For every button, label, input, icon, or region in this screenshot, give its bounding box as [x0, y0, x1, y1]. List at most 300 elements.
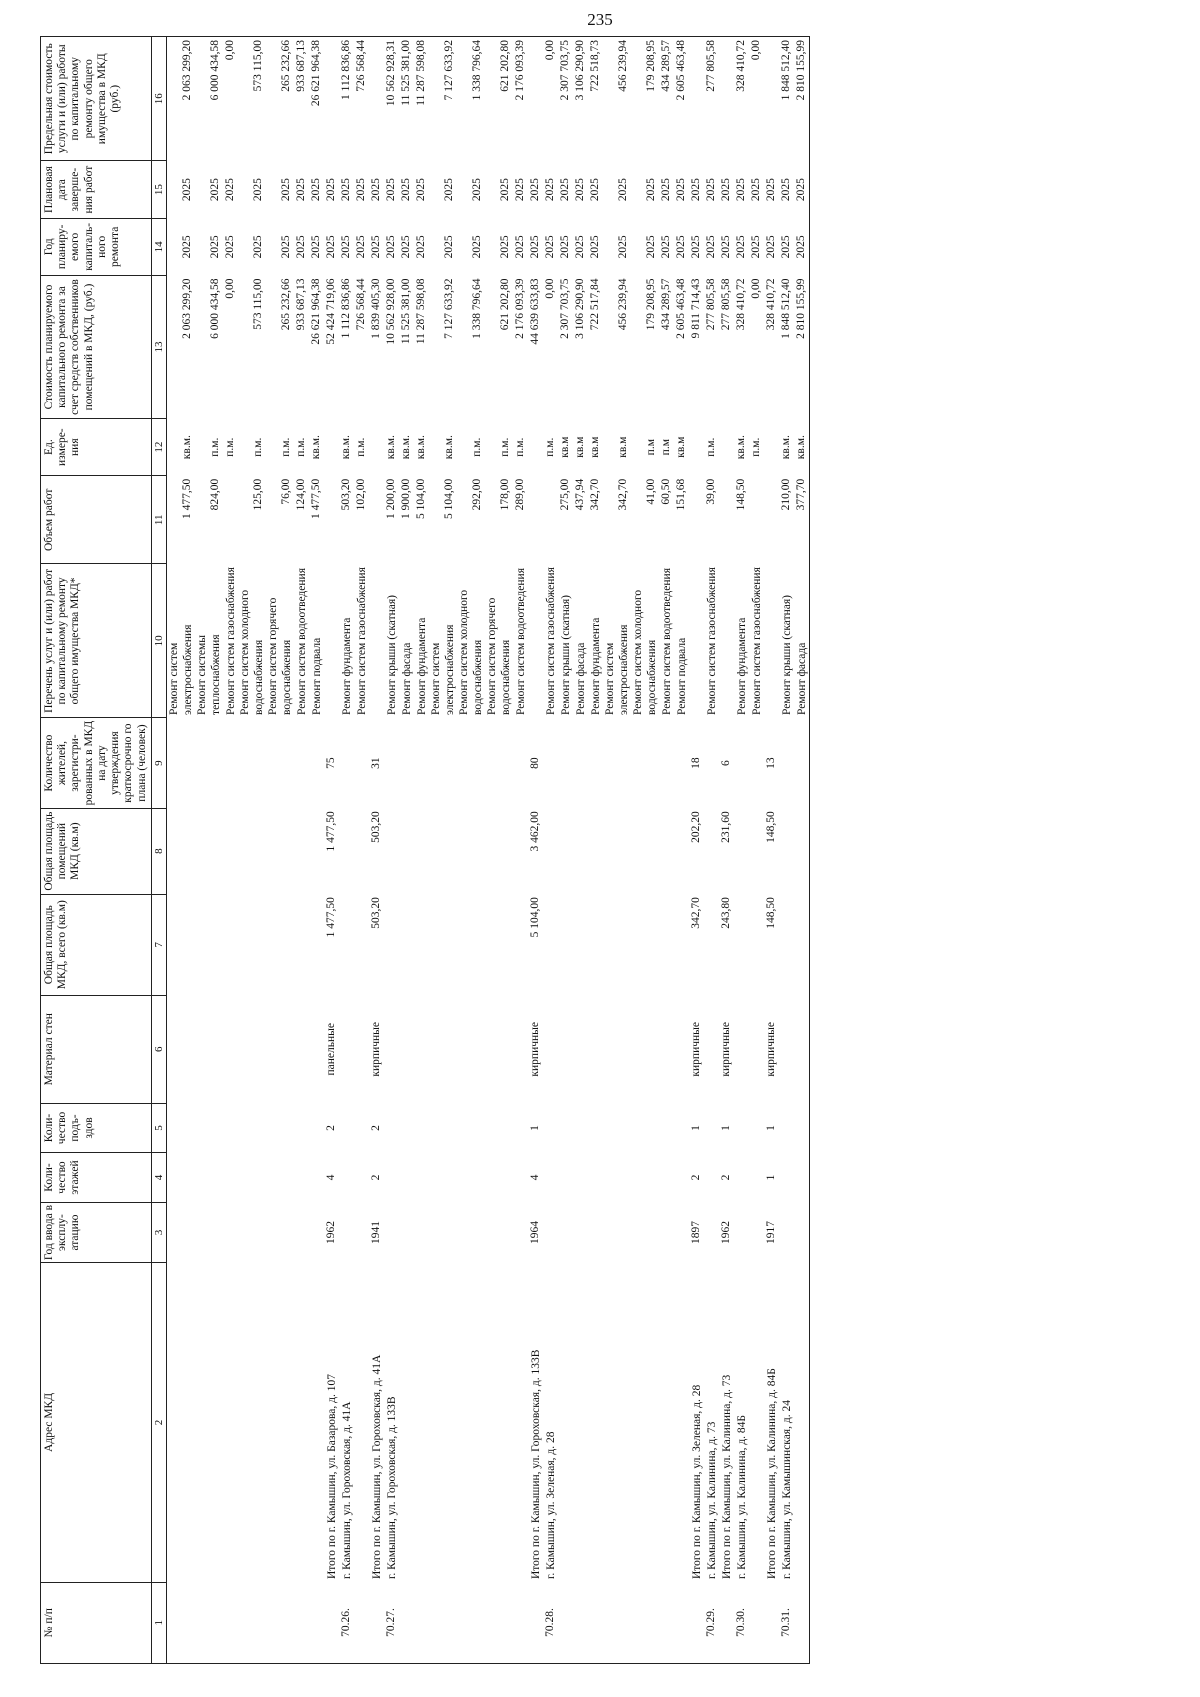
cell-col-10: Ремонт систем водоотведения	[661, 568, 674, 715]
cell-col-8	[704, 808, 719, 894]
cell-col-9	[704, 718, 719, 808]
cell-col-9	[384, 718, 399, 808]
cell-col-11: 39,00	[705, 478, 718, 505]
cell-col-3: 1917	[765, 1221, 778, 1245]
cell-col-2	[429, 1263, 457, 1582]
header-col-13: Стоимость планируемого капитального ремонта за счет средств собственников помещений в МКД, (руб.)	[41, 275, 152, 418]
cell-col-11: 437,94	[574, 478, 587, 511]
table-row	[457, 37, 485, 1664]
cell-col-16: 0,00	[543, 37, 558, 161]
cell-col-9: 80	[529, 757, 542, 769]
cell-col-1	[513, 1582, 528, 1663]
cell-col-12: кв.м.	[780, 435, 793, 460]
cell-col-2	[631, 1263, 659, 1582]
header-col-12: Ед. измере-ния	[41, 419, 152, 476]
cell-col-15: 2025	[750, 178, 763, 202]
cell-col-11: 342,70	[617, 478, 630, 511]
cell-col-1	[266, 1582, 294, 1663]
cell-col-5	[354, 1103, 369, 1153]
cell-col-7	[631, 894, 659, 995]
header-col-8: Общая площадь помещений МКД (кв.м)	[41, 808, 152, 894]
cell-col-5	[794, 1103, 810, 1153]
cell-col-2	[414, 1263, 429, 1582]
cell-col-5	[674, 1103, 689, 1153]
cell-col-12: п.м.	[544, 437, 557, 457]
cell-col-15: 2025	[780, 178, 793, 202]
cell-col-9: 31	[370, 757, 383, 769]
cell-col-8: 202,20	[690, 811, 703, 843]
cell-col-12: кв.м.	[400, 435, 413, 460]
cell-col-14: 2025	[499, 235, 512, 259]
cell-col-8	[588, 808, 603, 894]
cell-col-2	[485, 1263, 513, 1582]
cell-col-8	[573, 808, 588, 894]
cell-col-6: панельные	[325, 1023, 338, 1076]
cell-col-6: кирпичные	[529, 1022, 542, 1077]
cell-col-1	[674, 1582, 689, 1663]
cell-col-14: 2025	[400, 235, 413, 259]
cell-col-3	[659, 1202, 674, 1263]
cell-col-3	[513, 1202, 528, 1263]
table-row	[631, 37, 659, 1664]
cell-col-13: 0,00	[224, 278, 237, 299]
cell-col-1	[324, 1582, 339, 1663]
cell-col-7	[195, 894, 223, 995]
cell-col-15: 2025	[645, 178, 658, 202]
cell-col-3	[266, 1202, 294, 1263]
cell-col-3	[734, 1202, 749, 1263]
cell-col-13: 726 568,44	[355, 278, 368, 331]
cell-col-10: Ремонт систем газоснабжения	[225, 567, 238, 715]
cell-col-9	[167, 718, 196, 808]
cell-col-11: 41,00	[645, 478, 658, 505]
cell-col-16	[369, 37, 384, 161]
cell-col-8	[794, 808, 810, 894]
cell-col-13: 2 810 155,99	[794, 275, 810, 418]
cell-col-2	[399, 1263, 414, 1582]
cell-col-12: кв.м.	[310, 435, 323, 460]
cell-col-10: Ремонт систем водоотведения	[515, 568, 528, 715]
cell-col-4	[513, 1153, 528, 1203]
cell-col-4	[588, 1153, 603, 1203]
cell-col-16: 2 307 703,75	[558, 37, 573, 161]
cell-col-12	[689, 419, 704, 476]
cell-col-13: 44 639 633,83	[529, 278, 542, 345]
cell-col-5	[294, 1103, 309, 1153]
cell-col-4	[734, 1153, 749, 1203]
cell-col-4	[631, 1153, 659, 1203]
cell-col-14: 2025	[529, 235, 542, 259]
cell-col-3	[588, 1202, 603, 1263]
cell-col-12: п.м.	[750, 437, 763, 457]
cell-col-3	[309, 1202, 324, 1263]
cell-col-1	[309, 1582, 324, 1663]
cell-col-7	[339, 894, 354, 995]
cell-col-4	[558, 1153, 573, 1203]
cell-col-1	[588, 1582, 603, 1663]
table-row	[543, 37, 558, 1664]
cell-col-7	[223, 894, 238, 995]
cell-col-2: г. Камышин, ул. Камышинская, д. 24	[781, 1400, 794, 1580]
cell-col-7	[704, 894, 719, 995]
cell-col-6	[457, 995, 485, 1103]
cell-col-16: 722 518,73	[588, 37, 603, 161]
cell-col-7: 503,20	[370, 897, 383, 929]
cell-col-16: 621 202,80	[485, 37, 513, 161]
cell-col-16: 265 232,66	[266, 37, 294, 161]
cell-col-8	[195, 808, 223, 894]
cell-col-13: 277 805,58	[705, 278, 718, 331]
table-row	[513, 37, 528, 1664]
cell-col-11	[324, 476, 339, 564]
cell-col-15: 2025	[252, 178, 265, 202]
cell-col-2: г. Камышин, ул. Калинина, д. 73	[706, 1421, 719, 1580]
table-row	[384, 37, 399, 1664]
cell-col-15: 2025	[325, 178, 338, 202]
cell-col-11: 824,00	[209, 478, 222, 511]
cell-col-15: 2025	[660, 178, 673, 202]
cell-col-1	[528, 1582, 543, 1663]
cell-col-7	[749, 894, 764, 995]
cell-col-10: Ремонт систем газоснабжения	[356, 567, 369, 715]
cell-col-4	[195, 1153, 223, 1203]
cell-col-1	[223, 1582, 238, 1663]
header-col-2: Адрес МКД	[41, 1263, 152, 1582]
cell-col-15: 2025	[209, 178, 222, 202]
cell-col-3	[339, 1202, 354, 1263]
cell-col-9	[674, 718, 689, 808]
cell-col-3: 1962	[325, 1221, 338, 1245]
cell-col-10: Ремонт систем холодного водоснабжения	[239, 589, 266, 715]
cell-col-14: 2025	[794, 218, 810, 275]
cell-col-1: 70.27.	[384, 1582, 399, 1663]
cell-col-7	[659, 894, 674, 995]
cell-col-14: 2025	[295, 235, 308, 259]
cell-col-15: 2025	[370, 178, 383, 202]
cell-col-5	[238, 1103, 266, 1153]
cell-col-14: 2025	[385, 235, 398, 259]
cell-col-2: г. Камышин, ул. Зеленая, д. 28	[545, 1431, 558, 1580]
table-body	[167, 37, 810, 1664]
cell-col-5	[558, 1103, 573, 1153]
cell-col-3	[543, 1202, 558, 1263]
table-row	[485, 37, 513, 1664]
cell-col-11: 1 477,50	[310, 478, 323, 520]
cell-col-2	[674, 1263, 689, 1582]
cell-col-11	[528, 476, 543, 564]
cell-col-5	[749, 1103, 764, 1153]
cell-col-10: Ремонт систем газоснабжения	[751, 567, 764, 715]
column-number: 2	[151, 1263, 167, 1582]
cell-col-3: 1962	[720, 1221, 733, 1245]
cell-col-10: Ремонт систем электроснабжения	[430, 624, 457, 715]
cell-col-4	[749, 1153, 764, 1203]
cell-col-14: 2025	[443, 235, 456, 259]
cell-col-9	[294, 718, 309, 808]
cell-col-2	[588, 1263, 603, 1582]
column-number: 12	[151, 419, 167, 476]
cell-col-11: 151,68	[675, 478, 688, 511]
cell-col-7	[588, 894, 603, 995]
cell-col-4	[354, 1153, 369, 1203]
cell-col-1	[195, 1582, 223, 1663]
table-row	[558, 37, 573, 1664]
column-number-row	[151, 37, 167, 1664]
cell-col-5	[631, 1103, 659, 1153]
cell-col-9	[573, 718, 588, 808]
cell-col-16	[689, 37, 704, 161]
cell-col-16: 573 115,00	[238, 37, 266, 161]
cell-col-8	[266, 808, 294, 894]
cell-col-3: 1964	[529, 1221, 542, 1245]
header-col-1: № п/п	[41, 1582, 152, 1663]
cell-col-14: 2025	[589, 235, 602, 259]
table-row	[294, 37, 309, 1664]
cell-col-13: 11 287 598,08	[415, 278, 428, 345]
cell-col-15: 2025	[720, 178, 733, 202]
cell-col-5	[603, 1103, 631, 1153]
cell-col-15: 2025	[340, 178, 353, 202]
cell-col-10	[719, 564, 734, 718]
cell-col-1	[631, 1582, 659, 1663]
table-row	[309, 37, 324, 1664]
cell-col-8	[309, 808, 324, 894]
cell-col-10: Ремонт систем газоснабжения	[706, 567, 719, 715]
cell-col-7	[399, 894, 414, 995]
cell-col-6	[588, 995, 603, 1103]
cell-col-7	[513, 894, 528, 995]
cell-col-13: 7 127 633,92	[443, 278, 456, 339]
cell-col-13: 2 176 093,39	[514, 278, 527, 339]
cell-col-13: 2 307 703,75	[559, 278, 572, 339]
cell-col-1	[485, 1582, 513, 1663]
cell-col-7	[485, 894, 513, 995]
cell-col-9	[794, 718, 810, 808]
table-row	[779, 37, 794, 1664]
cell-col-10: Ремонт системы теплоснабжения	[196, 634, 223, 715]
cell-col-16: 2 063 299,20	[167, 37, 196, 161]
cell-col-5	[573, 1103, 588, 1153]
table-row	[794, 37, 810, 1664]
cell-col-5	[779, 1103, 794, 1153]
cell-col-10: Ремонт фундамента	[736, 617, 749, 715]
cell-col-7	[167, 894, 196, 995]
cell-col-2	[266, 1263, 294, 1582]
cell-col-5: 2	[370, 1125, 383, 1131]
cell-col-8	[779, 808, 794, 894]
column-number: 13	[151, 275, 167, 418]
cell-col-2: г. Камышин, ул. Гороховская, д. 41А	[341, 1401, 354, 1580]
table-row	[339, 37, 354, 1664]
rotated-page-content	[40, 36, 1190, 1664]
cell-col-13: 2 063 299,20	[181, 278, 194, 339]
cell-col-9	[749, 718, 764, 808]
cell-col-10: Ремонт систем холодного водоснабжения	[458, 589, 485, 715]
cell-col-10: Ремонт систем электроснабжения	[168, 624, 195, 715]
cell-col-8	[384, 808, 399, 894]
cell-col-4	[223, 1153, 238, 1203]
header-col-10: Перечень услуг и (или) работ по капитальному ремонту общего имущества МКД*	[41, 564, 152, 718]
header-col-15: Плановая дата заверше-ния работ	[41, 161, 152, 218]
cell-col-16: 0,00	[223, 37, 238, 161]
cell-col-1: 70.30.	[734, 1582, 749, 1663]
cell-col-9	[429, 718, 457, 808]
cell-col-9	[603, 718, 631, 808]
cell-col-13: 26 621 964,38	[310, 278, 323, 345]
cell-col-14: 2025	[181, 235, 194, 259]
cell-col-12: кв.м.	[340, 435, 353, 460]
cell-col-11: 377,70	[794, 476, 810, 564]
cell-col-6	[779, 995, 794, 1103]
cell-col-8	[414, 808, 429, 894]
cell-col-9	[659, 718, 674, 808]
cell-col-16	[764, 37, 779, 161]
cell-col-9	[513, 718, 528, 808]
cell-col-13: 328 410,72	[735, 278, 748, 331]
cell-col-6	[749, 995, 764, 1103]
cell-col-9: 75	[325, 757, 338, 769]
table-row	[266, 37, 294, 1664]
cell-col-7	[429, 894, 457, 995]
cell-col-8	[513, 808, 528, 894]
cell-col-1	[603, 1582, 631, 1663]
cell-col-13: 1 338 796,64	[471, 278, 484, 339]
total-row	[719, 37, 734, 1664]
cell-col-14: 2025	[690, 235, 703, 259]
cell-col-6: кирпичные	[370, 1022, 383, 1077]
cell-col-2	[294, 1263, 309, 1582]
cell-col-14: 2025	[224, 235, 237, 259]
total-row	[528, 37, 543, 1664]
cell-col-4	[414, 1153, 429, 1203]
cell-col-1	[354, 1582, 369, 1663]
cell-col-11	[689, 476, 704, 564]
cell-col-11: 178,00	[499, 478, 512, 511]
cell-col-8: 1 477,50	[325, 811, 338, 852]
column-number: 6	[151, 995, 167, 1103]
cell-col-16: 434 289,57	[659, 37, 674, 161]
cell-col-15: 2025	[385, 178, 398, 202]
cell-col-3	[674, 1202, 689, 1263]
cell-col-3	[704, 1202, 719, 1263]
cell-col-11: 102,00	[355, 478, 368, 511]
cell-col-4	[399, 1153, 414, 1203]
cell-col-1	[399, 1582, 414, 1663]
cell-col-15: 2025	[675, 178, 688, 202]
cell-col-5	[339, 1103, 354, 1153]
cell-col-13: 1 848 512,40	[780, 278, 793, 339]
cell-col-12: п.м.	[280, 437, 293, 457]
cell-col-9: 6	[720, 760, 733, 766]
cell-col-12: кв.м.	[181, 435, 194, 460]
table-row	[734, 37, 749, 1664]
column-number: 14	[151, 218, 167, 275]
cell-col-15: 2025	[471, 178, 484, 202]
cell-col-10	[764, 564, 779, 718]
cell-col-12	[369, 419, 384, 476]
cell-col-12: п.м.	[499, 437, 512, 457]
cell-col-15: 2025	[544, 178, 557, 202]
cell-col-16: 11 287 598,08	[414, 37, 429, 161]
cell-col-5	[223, 1103, 238, 1153]
header-col-14: Год планиру-емого капиталь-ного ремонта	[41, 218, 152, 275]
cell-col-14: 2025	[675, 235, 688, 259]
cell-col-6	[659, 995, 674, 1103]
cell-col-8	[354, 808, 369, 894]
cell-col-1	[558, 1582, 573, 1663]
cell-col-12: кв.м	[675, 436, 688, 458]
cell-col-12	[324, 419, 339, 476]
cell-col-7	[354, 894, 369, 995]
cell-col-3	[354, 1202, 369, 1263]
cell-col-3: 1941	[370, 1221, 383, 1245]
cell-col-3	[457, 1202, 485, 1263]
cell-col-14: 2025	[617, 235, 630, 259]
cell-col-7: 243,80	[720, 897, 733, 929]
header-col-9: Количество жителей, зарегистри-рованных в МКД на дату утверждения краткосрочно го плана (человек)	[41, 718, 152, 808]
cell-col-11: 503,20	[340, 478, 353, 511]
cell-col-13: 10 562 928,00	[385, 278, 398, 345]
cell-col-14: 2025	[310, 235, 323, 259]
cell-col-9	[339, 718, 354, 808]
cell-col-4	[779, 1153, 794, 1203]
cell-col-16: 933 687,13	[294, 37, 309, 161]
cell-col-16	[324, 37, 339, 161]
cell-col-14: 2025	[471, 235, 484, 259]
cell-col-8	[631, 808, 659, 894]
cell-col-12: кв.м.	[735, 435, 748, 460]
cell-col-8	[457, 808, 485, 894]
cell-col-6	[399, 995, 414, 1103]
cell-col-6	[429, 995, 457, 1103]
total-row	[764, 37, 779, 1664]
cell-col-4: 2	[370, 1174, 383, 1181]
cell-col-11: 342,70	[589, 478, 602, 511]
cell-col-2: Итого по г. Камышин, ул. Калинина, д. 73	[721, 1374, 734, 1580]
cell-col-7	[309, 894, 324, 995]
cell-col-16	[719, 37, 734, 161]
cell-col-8: 3 462,00	[529, 811, 542, 852]
cell-col-4: 4	[325, 1174, 338, 1181]
cell-col-14: 2025	[370, 235, 383, 259]
cell-col-6	[223, 995, 238, 1103]
cell-col-16: 456 239,94	[603, 37, 631, 161]
cell-col-16: 0,00	[749, 37, 764, 161]
total-row	[369, 37, 384, 1664]
cell-col-7	[674, 894, 689, 995]
cell-col-15: 2025	[224, 178, 237, 202]
cell-col-2: Итого по г. Камышин, ул. Калинина, д. 84Б	[766, 1368, 779, 1580]
cell-col-2: Итого по г. Камышин, ул. Базарова, д. 107	[326, 1374, 339, 1580]
table-row	[749, 37, 764, 1664]
cell-col-12: кв.м	[617, 436, 630, 458]
cell-col-2: Итого по г. Камышин, ул. Гороховская, д. 41А	[371, 1354, 384, 1580]
cell-col-15: 2025	[355, 178, 368, 202]
cell-col-5	[167, 1103, 196, 1153]
cell-col-7	[294, 894, 309, 995]
cell-col-13: 456 239,94	[617, 278, 630, 331]
cell-col-12: кв.м	[559, 436, 572, 458]
cell-col-4	[339, 1153, 354, 1203]
cell-col-3	[749, 1202, 764, 1263]
cell-col-5: 2	[325, 1125, 338, 1131]
cell-col-5: 1	[765, 1125, 778, 1131]
column-number: 10	[151, 564, 167, 718]
cell-col-1	[749, 1582, 764, 1663]
cell-col-8	[543, 808, 558, 894]
cell-col-9	[543, 718, 558, 808]
cell-col-3	[794, 1202, 810, 1263]
